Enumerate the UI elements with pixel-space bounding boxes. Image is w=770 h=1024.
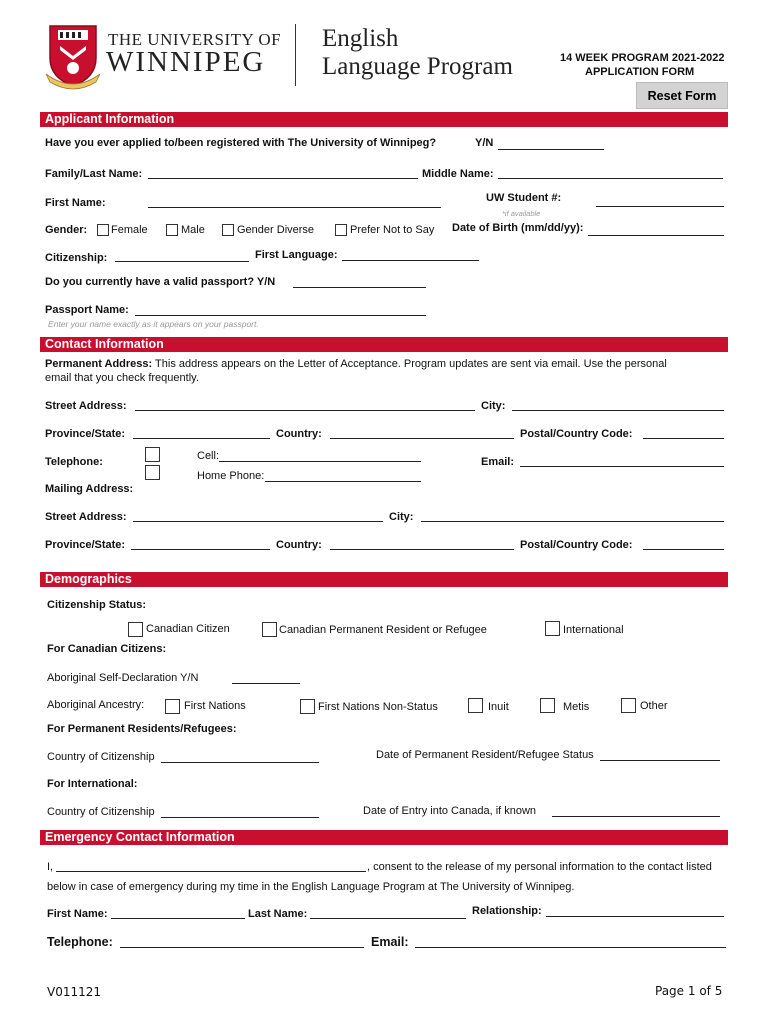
pr-country-field[interactable]	[161, 762, 319, 763]
section-title: Demographics	[45, 572, 132, 586]
pr-date-label: Date of Permanent Resident/Refugee Status	[376, 749, 594, 761]
gender-female-label: Female	[111, 224, 148, 236]
ec-relationship-label: Relationship:	[472, 905, 542, 917]
telephone-label: Telephone:	[45, 456, 103, 468]
first-name-label: First Name:	[45, 197, 106, 209]
for-pr-label: For Permanent Residents/Refugees:	[47, 723, 237, 735]
applied-yn-label: Y/N	[475, 137, 494, 149]
gender-male-checkbox[interactable]	[166, 224, 178, 236]
first-name-field[interactable]	[148, 207, 441, 208]
emergency-section-header	[40, 830, 728, 845]
uw-student-label: UW Student #:	[486, 192, 562, 204]
mail-postal-label: Postal/Country Code:	[520, 539, 633, 551]
pr-country-label: Country of Citizenship	[47, 751, 155, 763]
perm-country-label: Country:	[276, 428, 322, 440]
ec-email-field[interactable]	[415, 947, 726, 948]
header-divider	[295, 24, 296, 86]
gender-female-checkbox[interactable]	[97, 224, 109, 236]
passport-name-field[interactable]	[135, 315, 426, 316]
intl-entry-date-label: Date of Entry into Canada, if known	[363, 805, 537, 817]
consent-name-field[interactable]	[56, 871, 366, 872]
perm-province-label: Province/State:	[45, 428, 126, 440]
ec-last-name-field[interactable]	[310, 918, 466, 919]
dob-field[interactable]	[588, 235, 724, 236]
home-phone-checkbox[interactable]	[145, 465, 160, 480]
reset-form-button[interactable]: Reset Form	[636, 82, 728, 109]
intl-entry-date-field[interactable]	[552, 816, 720, 817]
intl-country-field[interactable]	[161, 817, 319, 818]
other-checkbox[interactable]	[621, 698, 636, 713]
first-nations-non-status-checkbox[interactable]	[300, 699, 315, 714]
applied-yn-field[interactable]	[498, 149, 604, 150]
passport-name-hint: Enter your name exactly as it appears on your passport.	[48, 319, 259, 329]
first-language-label: First Language:	[255, 249, 338, 261]
ec-email-label: Email:	[371, 935, 409, 949]
form-title-line1: 14 WEEK PROGRAM 2021-2022	[560, 52, 725, 64]
email-field[interactable]	[520, 466, 724, 467]
family-name-label: Family/Last Name:	[45, 168, 143, 180]
university-name-line2: WINNIPEG	[106, 46, 266, 78]
mail-city-label: City:	[389, 511, 414, 523]
intl-country-label: Country of Citizenship	[47, 806, 155, 818]
gender-male-label: Male	[181, 224, 205, 236]
cell-checkbox[interactable]	[145, 447, 160, 462]
international-label: International	[563, 624, 624, 636]
ec-last-name-label: Last Name:	[248, 908, 308, 920]
for-international-label: For International:	[47, 778, 138, 790]
section-title: Contact Information	[45, 337, 164, 351]
aboriginal-ancestry-label: Aboriginal Ancestry:	[47, 699, 145, 711]
mail-country-label: Country:	[276, 539, 322, 551]
international-checkbox[interactable]	[545, 621, 560, 636]
permanent-address-note	[45, 358, 667, 370]
perm-postal-label: Postal/Country Code:	[520, 428, 633, 440]
perm-postal-field[interactable]	[643, 438, 724, 439]
first-nations-checkbox[interactable]	[165, 699, 180, 714]
mail-province-label: Province/State:	[45, 539, 126, 551]
perm-city-field[interactable]	[512, 410, 724, 411]
if-available-hint: *if available	[502, 209, 541, 218]
consent-text: , consent to the release of my personal information to the contact listed	[367, 861, 712, 873]
perm-province-field[interactable]	[133, 438, 270, 439]
pr-date-field[interactable]	[600, 760, 720, 761]
ec-first-name-field[interactable]	[111, 918, 245, 919]
ec-first-name-label: First Name:	[47, 908, 108, 920]
permanent-address-label: Permanent Address:	[45, 358, 153, 370]
gender-diverse-checkbox[interactable]	[222, 224, 234, 236]
mailing-address-label: Mailing Address:	[45, 483, 134, 495]
perm-city-label: City:	[481, 400, 506, 412]
permanent-resident-checkbox[interactable]	[262, 622, 277, 637]
first-language-field[interactable]	[342, 260, 479, 261]
section-title: Applicant Information	[45, 112, 175, 126]
family-name-field[interactable]	[148, 178, 418, 179]
middle-name-label: Middle Name:	[422, 168, 494, 180]
mail-province-field[interactable]	[131, 549, 270, 550]
home-phone-field[interactable]	[265, 481, 421, 482]
contact-section-header	[40, 337, 728, 352]
permanent-resident-label: Canadian Permanent Resident or Refugee	[279, 624, 487, 636]
ec-telephone-field[interactable]	[120, 947, 364, 948]
permanent-address-text2: email that you check frequently.	[45, 372, 199, 384]
mail-city-field[interactable]	[421, 521, 724, 522]
email-label: Email:	[481, 456, 515, 468]
dob-label: Date of Birth (mm/dd/yy):	[452, 222, 584, 234]
ec-relationship-field[interactable]	[546, 916, 724, 917]
first-nations-label: First Nations	[184, 700, 246, 712]
middle-name-field[interactable]	[498, 178, 723, 179]
cell-field[interactable]	[219, 461, 421, 462]
home-phone-label: Home Phone:	[197, 470, 265, 482]
inuit-label: Inuit	[488, 701, 509, 713]
demographics-section-header	[40, 572, 728, 587]
passport-question: Do you currently have a valid passport? Y/N	[45, 276, 276, 288]
form-title-line2: APPLICATION FORM	[585, 66, 695, 78]
applicant-section-header	[40, 112, 728, 127]
passport-yn-field[interactable]	[293, 287, 426, 288]
aboriginal-declaration-field[interactable]	[232, 683, 300, 684]
first-nations-non-status-label: First Nations Non-Status	[318, 701, 438, 713]
perm-street-field[interactable]	[135, 410, 475, 411]
gender-diverse-label: Gender Diverse	[237, 224, 315, 236]
university-crest-logo	[44, 22, 102, 90]
program-name-line2: Language Program	[322, 53, 513, 80]
cell-label: Cell:	[197, 450, 220, 462]
ec-telephone-label: Telephone:	[47, 935, 113, 949]
canadian-citizen-label: Canadian Citizen	[146, 623, 230, 635]
applied-question: Have you ever applied to/been registered with The University of Winnipeg?	[45, 137, 437, 149]
consent-i-label: I,	[47, 861, 54, 873]
citizenship-status-label: Citizenship Status:	[47, 599, 147, 611]
consent-text2: below in case of emergency during my time in the English Language Program at The University of Winnipeg.	[47, 881, 575, 893]
metis-label: Metis	[563, 701, 590, 713]
version-code: V011121	[47, 985, 102, 999]
gender-prefer-not-label: Prefer Not to Say	[350, 224, 435, 236]
mail-street-field[interactable]	[133, 521, 383, 522]
mail-street-label: Street Address:	[45, 511, 127, 523]
inuit-checkbox[interactable]	[468, 698, 483, 713]
citizenship-field[interactable]	[115, 261, 249, 262]
mail-country-field[interactable]	[330, 549, 514, 550]
university-name-line1: THE UNIVERSITY OF	[108, 30, 282, 49]
page-number: Page 1 of 5	[655, 984, 723, 998]
perm-country-field[interactable]	[330, 438, 514, 439]
permanent-address-text: This address appears on the Letter of Acceptance. Program updates are sent via email. Use the personal	[152, 358, 667, 370]
passport-name-label: Passport Name:	[45, 304, 129, 316]
program-name-line1: English	[322, 25, 399, 52]
uw-student-field[interactable]	[596, 206, 724, 207]
metis-checkbox[interactable]	[540, 698, 555, 713]
perm-street-label: Street Address:	[45, 400, 127, 412]
canadian-citizen-checkbox[interactable]	[128, 622, 143, 637]
for-canadian-label: For Canadian Citizens:	[47, 643, 167, 655]
aboriginal-declaration-label: Aboriginal Self-Declaration Y/N	[47, 672, 199, 684]
citizenship-label: Citizenship:	[45, 252, 108, 264]
gender-label: Gender:	[45, 224, 88, 236]
other-label: Other	[640, 700, 668, 712]
gender-prefer-not-checkbox[interactable]	[335, 224, 347, 236]
section-title: Emergency Contact Information	[45, 830, 235, 844]
mail-postal-field[interactable]	[643, 549, 724, 550]
